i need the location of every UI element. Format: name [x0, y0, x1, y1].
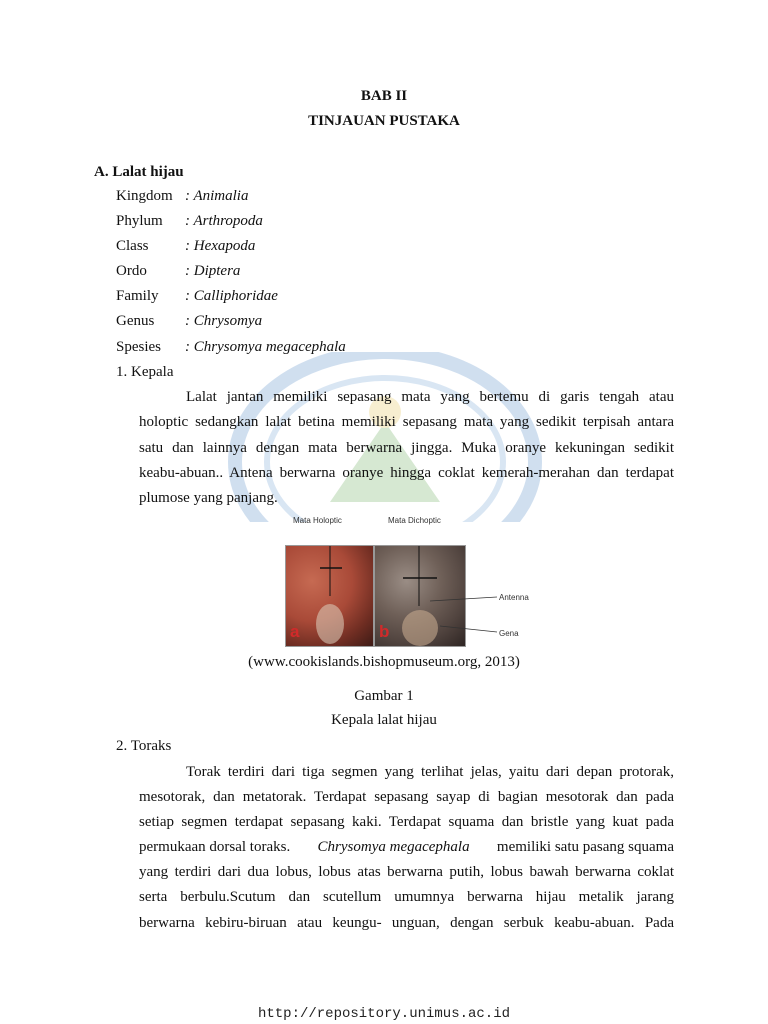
figure-caption-text: Kepala lalat hijau — [331, 712, 437, 728]
paragraph-text: permukaan dorsal toraks. — [139, 839, 291, 855]
taxonomy-value: : Arthropoda — [185, 213, 263, 229]
taxonomy-rank: Spesies — [116, 339, 161, 355]
figure-letter-b: b — [379, 622, 390, 641]
figure-label-holoptic: Mata Holoptic — [293, 516, 342, 525]
paragraph-line — [139, 835, 674, 859]
taxonomy-rank: Phylum — [116, 213, 163, 229]
paragraph-line: mesotorak, dan metatorak. Terdapat sepasang sayap di bagian mesotorak dan pada — [139, 789, 674, 805]
taxonomy-value: : Animalia — [185, 188, 249, 204]
taxonomy-rank: Kingdom — [116, 188, 173, 204]
paragraph-line: keabu-abuan.. Antena berwarna oranye hingga coklat kemerah-merahan dan terdapat — [139, 465, 674, 481]
figure-label-dichoptic: Mata Dichoptic — [388, 516, 441, 525]
paragraph-line: holoptic sedangkan lalat betina memiliki sepasang mata yang sedikit terpisah antara — [139, 414, 674, 430]
paragraph-line: Torak terdiri dari tiga segmen yang terlihat jelas, yaitu dari depan protorak, — [186, 764, 674, 780]
paragraph-line: berwarna kebiru-biruan atau keungu- unguan, dengan serbuk keabu-abuan. Pada — [139, 915, 674, 931]
taxonomy-rank: Genus — [116, 313, 155, 329]
taxonomy-value: : Chrysomya megacephala — [185, 339, 346, 355]
paragraph-line: yang terdiri dari dua lobus, lobus atas berwarna putih, lobus bawah berwarna coklat — [139, 864, 674, 880]
paragraph-line: setiap segmen terdapat sepasang kaki. Terdapat squama dan bristle yang kuat pada — [139, 814, 674, 830]
taxonomy-rank: Class — [116, 238, 149, 254]
figure-letter-a: a — [290, 622, 300, 641]
chapter-number: BAB II — [360, 88, 408, 104]
taxonomy-value: : Chrysomya — [185, 313, 263, 329]
figure-caption-number: Gambar 1 — [354, 688, 414, 704]
paragraph-line: Lalat jantan memiliki sepasang mata yang bertemu di garis tengah atau — [186, 389, 674, 405]
chapter-title: TINJAUAN PUSTAKA — [308, 113, 460, 129]
paragraph-text: memiliki satu pasang squama — [496, 839, 674, 855]
taxonomy-rank: Ordo — [116, 263, 147, 279]
species-name: Chrysomya megacephala — [317, 839, 470, 855]
taxonomy-value: : Hexapoda — [185, 238, 256, 254]
figure-source: (www.cookislands.bishopmuseum.org, 2013) — [248, 654, 520, 670]
section-heading-lalat-hijau: A. Lalat hijau — [94, 164, 184, 180]
figure-label-gena: Gena — [499, 629, 519, 638]
subsection-heading-kepala: 1. Kepala — [116, 364, 174, 380]
figure-label-antenna: Antenna — [499, 593, 529, 602]
fly-head-figure — [285, 514, 555, 649]
taxonomy-value: : Calliphoridae — [185, 288, 278, 304]
subsection-heading-toraks: 2. Toraks — [116, 738, 172, 754]
taxonomy-rank: Family — [116, 288, 159, 304]
paragraph-line: serta berbulu.Scutum dan scutellum umumnya berwarna hijau metalik jarang — [139, 889, 674, 905]
paragraph-line: plumose yang panjang. — [139, 490, 278, 506]
footer-repository-url: http://repository.unimus.ac.id — [257, 1006, 511, 1022]
taxonomy-value: : Diptera — [185, 263, 241, 279]
paragraph-line: satu dan lainnya dengan mata berwarna jingga. Muka oranye kekuningan sedikit — [139, 440, 674, 456]
